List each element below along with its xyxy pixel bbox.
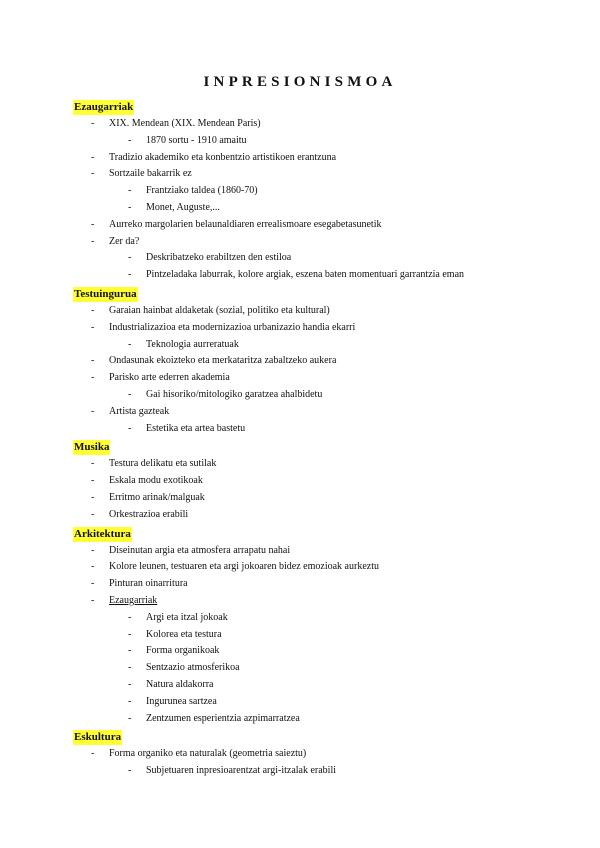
dash-bullet: - — [91, 748, 95, 760]
bullet-row — [0, 217, 600, 234]
item-text: Erritmo arinak/malguak — [109, 491, 205, 503]
sub-list-item — [0, 610, 600, 627]
sub-list-item — [0, 643, 600, 660]
sub-list-item — [0, 627, 600, 644]
sub-list-item — [0, 200, 600, 217]
item-text: Kolorea eta testura — [146, 628, 222, 640]
list-item — [0, 456, 600, 473]
bullet-row — [0, 576, 600, 593]
dash-bullet: - — [91, 304, 95, 316]
bullet-row — [0, 116, 600, 133]
bullet-row — [0, 337, 600, 354]
bullet-row — [0, 303, 600, 320]
item-text: Diseinutan argia eta atmosfera arrapatu nahai — [109, 544, 291, 556]
item-text: Ezaugarriak — [109, 594, 158, 606]
bullet-row — [0, 183, 600, 200]
bullet-list — [0, 746, 600, 780]
item-text: Natura aldakorra — [146, 678, 214, 690]
section-heading: Musika — [74, 441, 110, 454]
list-item — [0, 166, 600, 216]
sub-list — [0, 610, 600, 728]
sub-list-item — [0, 267, 600, 284]
bullet-row — [0, 267, 600, 284]
bullet-row — [0, 320, 600, 337]
list-item — [0, 320, 600, 354]
bullet-row — [0, 660, 600, 677]
section-musika — [0, 437, 600, 523]
bullet-row — [0, 234, 600, 251]
bullet-row — [0, 404, 600, 421]
dash-bullet: - — [91, 578, 95, 590]
item-text: Garaian hainbat aldaketak (sozial, politiko eta kultural) — [109, 304, 330, 316]
list-item — [0, 746, 600, 780]
dash-bullet: - — [91, 458, 95, 470]
dash-bullet: - — [128, 422, 132, 434]
list-item — [0, 507, 600, 524]
bullet-list — [0, 303, 600, 437]
bullet-row — [0, 507, 600, 524]
item-text: Teknologia aurreratuak — [146, 338, 239, 350]
item-text: Pinturan oinarritura — [109, 578, 188, 590]
bullet-row — [0, 421, 600, 438]
item-text: Orkestrazioa erabili — [109, 508, 189, 520]
item-text: Frantziako taldea (1860-70) — [146, 185, 258, 197]
dash-bullet: - — [128, 338, 132, 350]
sub-list-item — [0, 183, 600, 200]
bullet-row — [0, 387, 600, 404]
bullet-row — [0, 490, 600, 507]
item-text: Deskribatzeko erabiltzen den estiloa — [146, 252, 292, 264]
item-text: Industrializazioa eta modernizazioa urbanizazio handia ekarri — [109, 321, 356, 333]
bullet-row — [0, 370, 600, 387]
list-item — [0, 353, 600, 370]
sub-list — [0, 387, 600, 404]
sub-list — [0, 421, 600, 438]
item-text: Forma organikoak — [146, 645, 220, 657]
section-heading: Testuingurua — [74, 287, 137, 300]
bullet-row — [0, 677, 600, 694]
section-heading: Eskultura — [74, 731, 122, 744]
list-item — [0, 217, 600, 234]
sub-list — [0, 337, 600, 354]
dash-bullet: - — [91, 491, 95, 503]
dash-bullet: - — [128, 678, 132, 690]
dash-bullet: - — [91, 405, 95, 417]
item-text: Eskala modu exotikoak — [109, 475, 203, 487]
item-text: Monet, Auguste,... — [146, 201, 220, 213]
bullet-row — [0, 133, 600, 150]
list-item — [0, 404, 600, 438]
list-item — [0, 543, 600, 560]
dash-bullet: - — [128, 185, 132, 197]
item-text: Ondasunak ekoizteko eta merkataritza zabaltzeko aukera — [109, 355, 337, 367]
bullet-row — [0, 250, 600, 267]
item-text: Parisko arte ederren akademia — [109, 372, 230, 384]
list-item — [0, 303, 600, 320]
item-text: 1870 sortu - 1910 amaitu — [146, 134, 247, 146]
list-item — [0, 576, 600, 593]
bullet-row — [0, 643, 600, 660]
item-text: Pintzeladaka laburrak, kolore argiak, eszena baten momentuari garrantzia eman — [146, 269, 465, 281]
item-text: Zer da? — [109, 235, 140, 247]
bullet-row — [0, 627, 600, 644]
bullet-row — [0, 543, 600, 560]
dash-bullet: - — [91, 561, 95, 573]
list-item — [0, 370, 600, 404]
section-testuingurua — [0, 284, 600, 437]
dash-bullet: - — [128, 388, 132, 400]
dash-bullet: - — [91, 235, 95, 247]
item-text: Subjetuaren inpresioarentzat argi-itzalak erabili — [146, 765, 337, 777]
sub-list-item — [0, 133, 600, 150]
dash-bullet: - — [128, 712, 132, 724]
dash-bullet: - — [128, 269, 132, 281]
list-item — [0, 116, 600, 150]
sub-list-item — [0, 677, 600, 694]
sub-list-item — [0, 711, 600, 728]
dash-bullet: - — [128, 252, 132, 264]
bullet-row — [0, 559, 600, 576]
sub-list-item — [0, 660, 600, 677]
item-text: Testura delikatu eta sutilak — [109, 458, 217, 470]
item-text: Sortzaile bakarrik ez — [109, 168, 192, 180]
sub-list-item — [0, 250, 600, 267]
bullet-list — [0, 116, 600, 284]
item-text: Tradizio akademiko eta konbentzio artistikoen erantzuna — [109, 151, 337, 163]
dash-bullet: - — [128, 201, 132, 213]
dash-bullet: - — [91, 475, 95, 487]
dash-bullet: - — [128, 611, 132, 623]
bullet-row — [0, 353, 600, 370]
sub-list — [0, 183, 600, 217]
dash-bullet: - — [91, 218, 95, 230]
list-item — [0, 150, 600, 167]
list-item — [0, 490, 600, 507]
bullet-row — [0, 711, 600, 728]
item-text: Artista gazteak — [109, 405, 170, 417]
list-item — [0, 234, 600, 284]
dash-bullet: - — [91, 544, 95, 556]
sub-list-item — [0, 387, 600, 404]
dash-bullet: - — [91, 168, 95, 180]
dash-bullet: - — [128, 765, 132, 777]
document-body — [0, 97, 600, 780]
bullet-row — [0, 456, 600, 473]
item-text: Zentzumen esperientzia azpimarratzea — [146, 712, 300, 724]
section-heading: Ezaugarriak — [74, 101, 134, 113]
sub-list-item — [0, 694, 600, 711]
dash-bullet: - — [91, 355, 95, 367]
dash-bullet: - — [128, 662, 132, 674]
sub-list-item — [0, 421, 600, 438]
bullet-row — [0, 763, 600, 780]
bullet-row — [0, 473, 600, 490]
dash-bullet: - — [91, 372, 95, 384]
list-item — [0, 473, 600, 490]
dash-bullet: - — [91, 508, 95, 520]
page-title: INPRESIONISMOA — [203, 74, 397, 90]
bullet-list — [0, 543, 600, 728]
section-heading: Arkitektura — [74, 527, 131, 540]
item-text: Argi eta itzal jokoak — [146, 611, 228, 623]
dash-bullet: - — [91, 118, 95, 129]
sub-list-item — [0, 763, 600, 780]
section-arkitektura — [0, 524, 600, 728]
bullet-row — [0, 610, 600, 627]
bullet-list — [0, 456, 600, 523]
list-item — [0, 593, 600, 727]
dash-bullet: - — [91, 594, 95, 606]
dash-bullet: - — [91, 151, 95, 163]
item-text: Estetika eta artea bastetu — [146, 422, 246, 434]
sub-list — [0, 763, 600, 780]
section-ezaugarriak — [0, 97, 600, 284]
item-text: Kolore leunen, testuaren eta argi jokoaren bidez emozioak aurkeztu — [109, 561, 379, 573]
bullet-row — [0, 694, 600, 711]
item-text: XIX. Mendean (XIX. Mendean Paris) — [109, 118, 261, 129]
bullet-row — [0, 746, 600, 763]
item-text: Forma organiko eta naturalak (geometria saieztu) — [109, 748, 307, 760]
item-text: Sentzazio atmosferikoa — [146, 662, 240, 674]
bullet-row — [0, 150, 600, 167]
bullet-row — [0, 200, 600, 217]
sub-list — [0, 250, 600, 284]
dash-bullet: - — [91, 321, 95, 333]
bullet-row — [0, 593, 600, 610]
sub-list — [0, 133, 600, 150]
sub-list-item — [0, 337, 600, 354]
dash-bullet: - — [128, 645, 132, 657]
item-text: Ingurunea sartzea — [146, 695, 217, 707]
item-text: Aurreko margolarien belaunaldiaren errealismoare esegabetasunetik — [109, 218, 382, 230]
dash-bullet: - — [128, 628, 132, 640]
dash-bullet: - — [128, 695, 132, 707]
section-eskultura — [0, 727, 600, 780]
list-item — [0, 559, 600, 576]
item-text: Gai hisoriko/mitologiko garatzea ahalbidetu — [146, 388, 323, 400]
bullet-row — [0, 166, 600, 183]
dash-bullet: - — [128, 134, 132, 146]
